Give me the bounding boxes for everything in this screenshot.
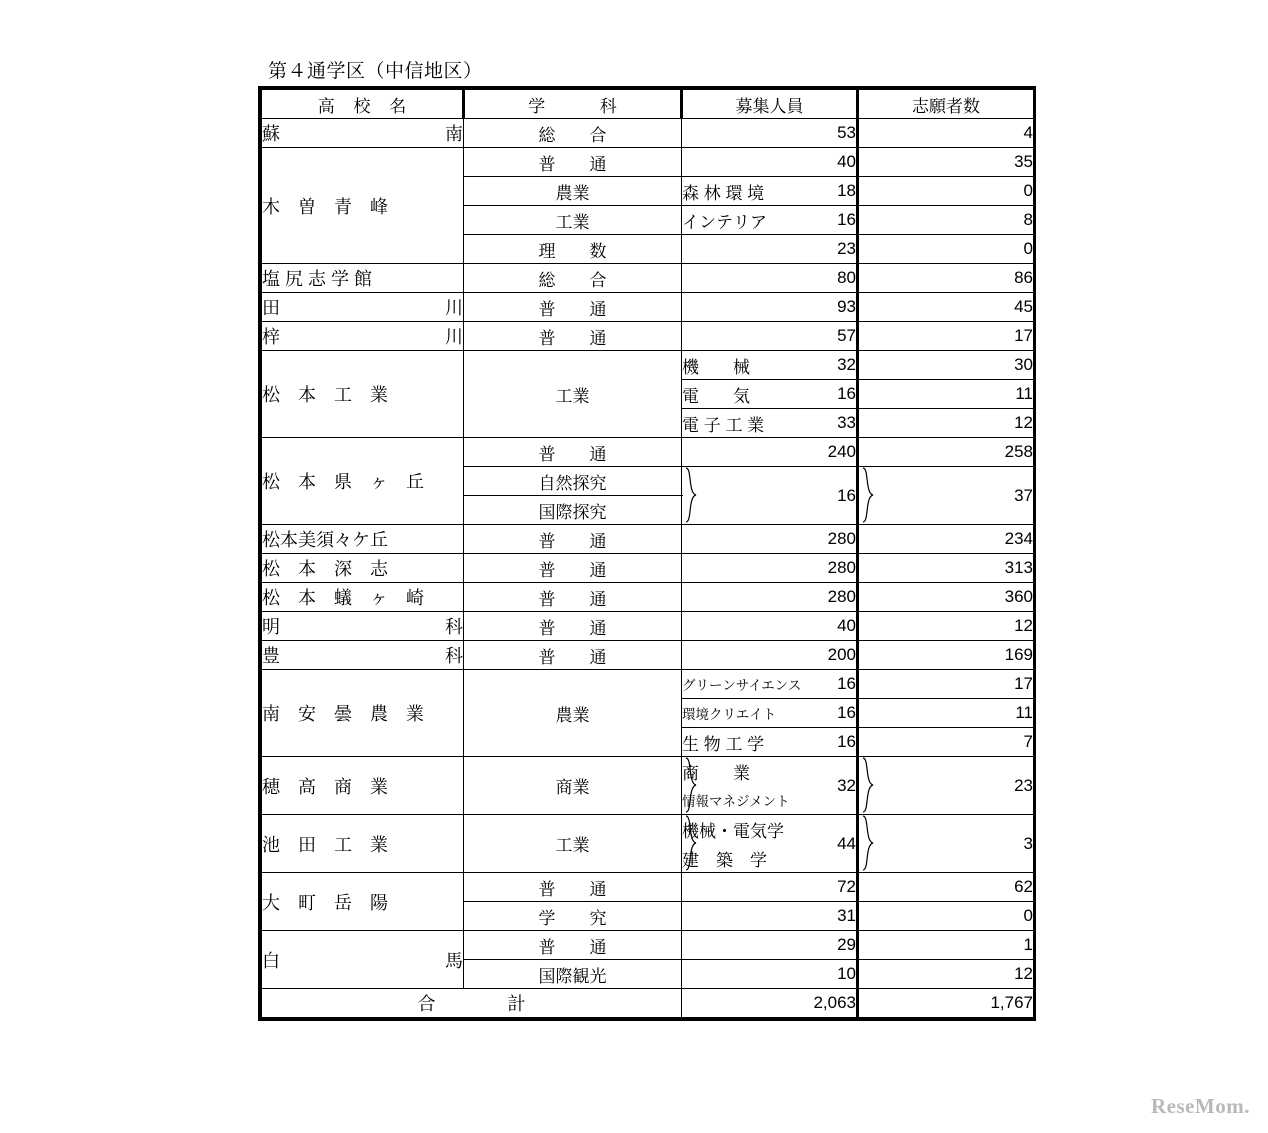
brace-icon bbox=[861, 757, 875, 814]
capacity-value: 93 bbox=[682, 293, 858, 322]
header-dept: 学 科 bbox=[464, 90, 682, 119]
applicants-value: 30 bbox=[858, 351, 1034, 380]
applicants-value: 62 bbox=[858, 873, 1034, 902]
dept-name: 普 通 bbox=[464, 438, 682, 467]
dept-group: 商業 bbox=[464, 757, 682, 815]
school-name: 梓 川 bbox=[262, 322, 464, 351]
capacity-value: 280 bbox=[682, 583, 858, 612]
table-row bbox=[262, 641, 1034, 670]
capacity-value: 16 bbox=[682, 728, 858, 757]
dept-name: 総 合 bbox=[464, 264, 682, 293]
school-name: 池 田 工 業 bbox=[262, 815, 464, 873]
applicants-value: 45 bbox=[858, 293, 1034, 322]
admissions-table bbox=[261, 89, 1034, 1018]
dept-name: 国際探究 bbox=[464, 496, 682, 525]
dept-name: 理 数 bbox=[464, 235, 682, 264]
applicants-value: 11 bbox=[858, 380, 1034, 409]
applicants-value: 0 bbox=[858, 902, 1034, 931]
applicants-value: 0 bbox=[858, 177, 1034, 206]
applicants-value: 37 bbox=[858, 467, 1034, 525]
dept-name: 普 通 bbox=[464, 293, 682, 322]
dept-group: 工業 bbox=[464, 351, 682, 438]
capacity-value: 40 bbox=[682, 148, 858, 177]
dept-name: 普 通 bbox=[464, 641, 682, 670]
applicants-value: 8 bbox=[858, 206, 1034, 235]
table-row bbox=[262, 293, 1034, 322]
header-school: 高 校 名 bbox=[262, 90, 464, 119]
capacity-value: 16 bbox=[682, 380, 858, 409]
school-name: 蘇 南 bbox=[262, 119, 464, 148]
dept-name: 普 通 bbox=[464, 554, 682, 583]
capacity-value: 280 bbox=[682, 525, 858, 554]
header-capacity: 募集人員 bbox=[682, 90, 858, 119]
dept-group: 農業 bbox=[464, 670, 682, 757]
applicants-value: 17 bbox=[858, 322, 1034, 351]
capacity-value: 72 bbox=[682, 873, 858, 902]
capacity-value: 29 bbox=[682, 931, 858, 960]
school-name: 松 本 蟻 ヶ 崎 bbox=[262, 583, 464, 612]
capacity-value: 240 bbox=[682, 438, 858, 467]
table-row bbox=[262, 119, 1034, 148]
school-name: 松 本 県 ヶ 丘 bbox=[262, 438, 464, 525]
table-header-row bbox=[262, 90, 1034, 119]
total-label: 合 計 bbox=[262, 989, 682, 1018]
applicants-value: 4 bbox=[858, 119, 1034, 148]
capacity-value: 31 bbox=[682, 902, 858, 931]
school-name: 塩 尻 志 学 館 bbox=[262, 264, 464, 293]
table-row bbox=[262, 264, 1034, 293]
table-row bbox=[262, 554, 1034, 583]
admissions-table-container bbox=[258, 86, 1036, 1021]
page-title: 第４通学区（中信地区） bbox=[268, 61, 483, 82]
brace-icon bbox=[684, 467, 698, 524]
dept-name: 普 通 bbox=[464, 873, 682, 902]
table-row bbox=[262, 322, 1034, 351]
capacity-value: 57 bbox=[682, 322, 858, 351]
applicants-value: 258 bbox=[858, 438, 1034, 467]
applicants-value: 1 bbox=[858, 931, 1034, 960]
total-row bbox=[262, 989, 1034, 1018]
applicants-value: 12 bbox=[858, 960, 1034, 989]
dept-name: 普 通 bbox=[464, 525, 682, 554]
dept-name: 普 通 bbox=[464, 612, 682, 641]
dept-group: 工業 bbox=[464, 815, 682, 873]
total-capacity: 2,063 bbox=[682, 989, 858, 1018]
applicants-value: 11 bbox=[858, 699, 1034, 728]
capacity-value: 16 bbox=[682, 467, 858, 525]
applicants-value: 86 bbox=[858, 264, 1034, 293]
applicants-value: 17 bbox=[858, 670, 1034, 699]
school-name: 大 町 岳 陽 bbox=[262, 873, 464, 931]
table-row bbox=[262, 148, 1034, 177]
applicants-value: 0 bbox=[858, 235, 1034, 264]
table-row bbox=[262, 351, 1034, 380]
dept-group: 農業 bbox=[464, 177, 682, 206]
header-applicants: 志願者数 bbox=[858, 90, 1034, 119]
applicants-value: 360 bbox=[858, 583, 1034, 612]
dept-name: 普 通 bbox=[464, 322, 682, 351]
dept-name: 国際観光 bbox=[464, 960, 682, 989]
capacity-value: 280 bbox=[682, 554, 858, 583]
capacity-value: 18 bbox=[682, 177, 858, 206]
table-row bbox=[262, 612, 1034, 641]
capacity-value: 10 bbox=[682, 960, 858, 989]
capacity-value: 40 bbox=[682, 612, 858, 641]
table-row bbox=[262, 815, 1034, 844]
dept-name: 総 合 bbox=[464, 119, 682, 148]
table-row bbox=[262, 438, 1034, 467]
capacity-value: 23 bbox=[682, 235, 858, 264]
school-name: 松 本 工 業 bbox=[262, 351, 464, 438]
capacity-value: 16 bbox=[682, 670, 858, 699]
capacity-value: 200 bbox=[682, 641, 858, 670]
school-name: 豊 科 bbox=[262, 641, 464, 670]
applicants-value: 12 bbox=[858, 612, 1034, 641]
applicants-value: 169 bbox=[858, 641, 1034, 670]
table-row bbox=[262, 583, 1034, 612]
applicants-value: 234 bbox=[858, 525, 1034, 554]
brace-icon bbox=[861, 815, 875, 872]
watermark-logo: ReseMom. bbox=[1150, 1094, 1250, 1118]
dept-name: 普 通 bbox=[464, 931, 682, 960]
table-row bbox=[262, 525, 1034, 554]
school-name: 木 曽 青 峰 bbox=[262, 148, 464, 264]
table-row bbox=[262, 670, 1034, 699]
brace-icon bbox=[861, 467, 875, 524]
school-name: 松 本 深 志 bbox=[262, 554, 464, 583]
capacity-value: 80 bbox=[682, 264, 858, 293]
capacity-value: 53 bbox=[682, 119, 858, 148]
capacity-value: 44 bbox=[682, 815, 858, 873]
applicants-value: 23 bbox=[858, 757, 1034, 815]
school-name: 田 川 bbox=[262, 293, 464, 322]
capacity-value: 32 bbox=[682, 351, 858, 380]
capacity-value: 32 bbox=[682, 757, 858, 815]
table-row bbox=[262, 757, 1034, 786]
school-name: 松本美須々ケ丘 bbox=[262, 525, 464, 554]
table-row bbox=[262, 931, 1034, 960]
brace-icon bbox=[684, 815, 698, 872]
applicants-value: 12 bbox=[858, 409, 1034, 438]
table-body bbox=[262, 119, 1034, 1018]
capacity-value: 16 bbox=[682, 699, 858, 728]
school-name: 明 科 bbox=[262, 612, 464, 641]
dept-group: 工業 bbox=[464, 206, 682, 235]
school-name: 穂 高 商 業 bbox=[262, 757, 464, 815]
applicants-value: 3 bbox=[858, 815, 1034, 873]
school-name: 白 馬 bbox=[262, 931, 464, 989]
brace-icon bbox=[684, 757, 698, 814]
school-name: 南 安 曇 農 業 bbox=[262, 670, 464, 757]
applicants-value: 7 bbox=[858, 728, 1034, 757]
applicants-value: 313 bbox=[858, 554, 1034, 583]
applicants-value: 35 bbox=[858, 148, 1034, 177]
dept-name: 学 究 bbox=[464, 902, 682, 931]
capacity-value: 16 bbox=[682, 206, 858, 235]
total-applicants: 1,767 bbox=[858, 989, 1034, 1018]
table-row bbox=[262, 873, 1034, 902]
dept-name: 自然探究 bbox=[464, 467, 682, 496]
dept-name: 普 通 bbox=[464, 583, 682, 612]
capacity-value: 33 bbox=[682, 409, 858, 438]
dept-name: 普 通 bbox=[464, 148, 682, 177]
